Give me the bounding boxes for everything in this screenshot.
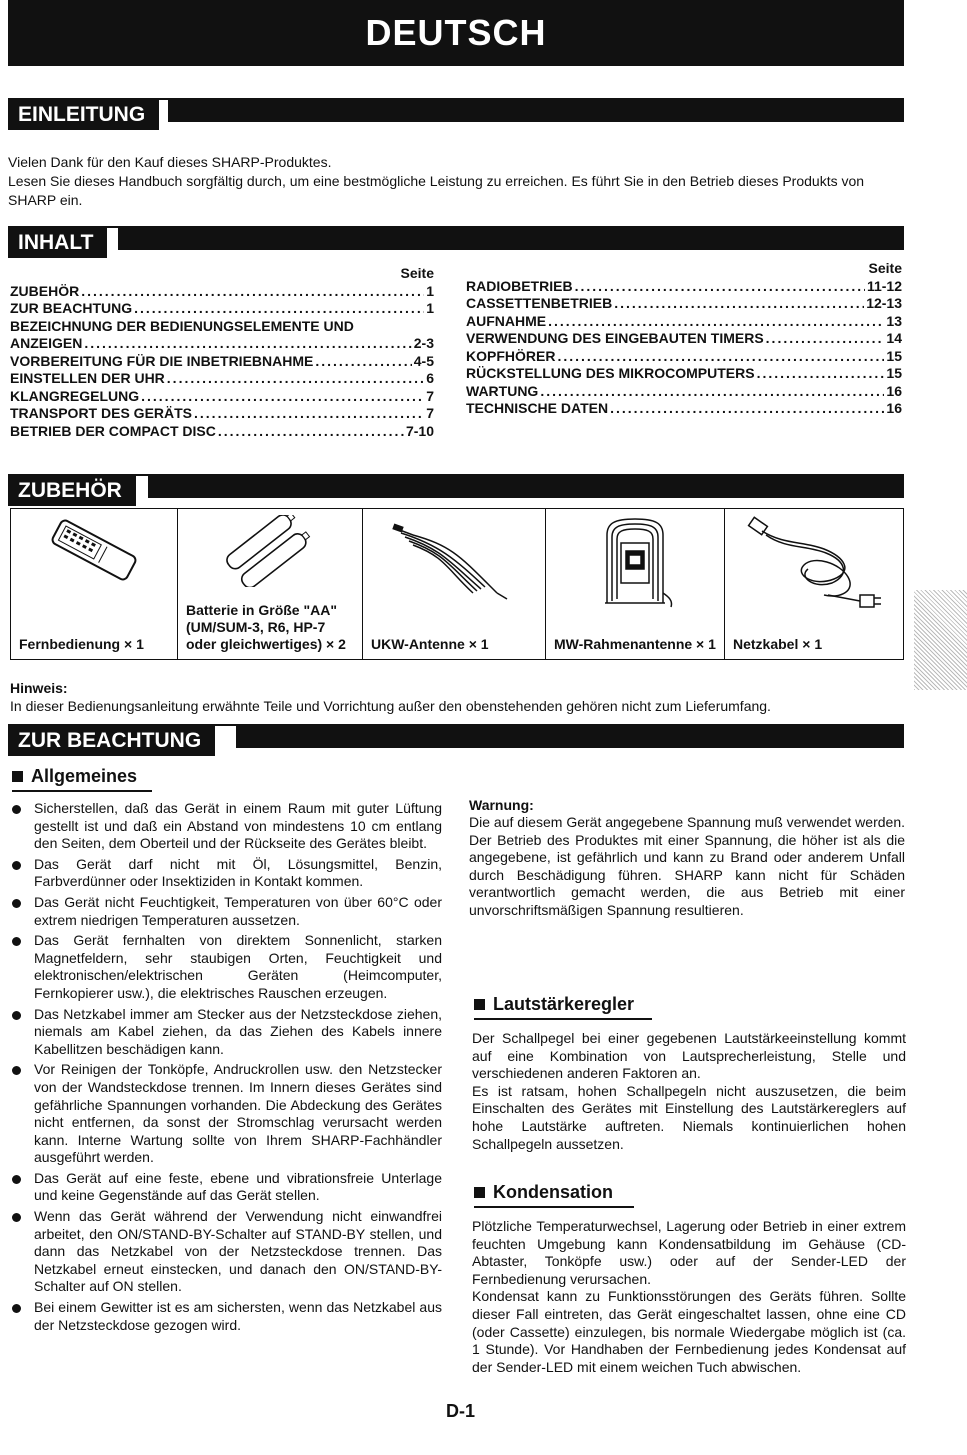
accessory-cell xyxy=(546,509,725,660)
toc-entry xyxy=(466,295,902,313)
toc-entry-title: RÜCKSTELLUNG DES MIKROCOMPUTERS xyxy=(466,365,755,381)
hinweis-label: Hinweis: xyxy=(10,680,68,696)
section-bar-inhalt xyxy=(8,226,904,256)
list-item: Das Gerät darf nicht mit Öl, Lösungsmittel, Benzin, Farbverdünner oder Insektiziden in Kontakt kommen. xyxy=(10,856,442,891)
toc-entry xyxy=(10,405,434,423)
toc-entry xyxy=(466,365,902,383)
batteries-icon xyxy=(215,515,325,587)
toc-entry-page: 15 xyxy=(886,365,902,381)
toc-entry-page: 4-5 xyxy=(413,352,434,369)
section-heading-inhalt: INHALT xyxy=(8,228,107,258)
toc-entry-page: 7 xyxy=(426,405,434,421)
am-loop-antenna-icon xyxy=(585,515,685,611)
list-item: Bei einem Gewitter ist es am sichersten, wenn das Netzkabel aus der Netzsteckdose gezogen wird. xyxy=(10,1299,442,1334)
toc-entry-title: ANZEIGEN xyxy=(10,335,83,351)
toc-entry-title: KOPFHÖRER xyxy=(466,347,556,364)
accessories-table xyxy=(10,508,904,660)
accessory-label: Batterie in Größe "AA" (UM/SUM-3, R6, HP-7 oder gleichwertiges) × 2 xyxy=(186,602,346,652)
page-edge-tab xyxy=(914,590,967,690)
intro-line-1: Vielen Dank für den Kauf dieses SHARP-Produktes. xyxy=(8,154,332,170)
list-item: Wenn das Gerät während der Verwendung nicht einwandfrei arbeitet, den ON/STAND-BY-Schalter auf STAND-BY stellen, und dann das Netzkabel von der Netzsteckdose trennen. Das Netzkabel erneut einstecken, und danach den ON/STAND-BY-Schalter auf ON stellen. xyxy=(10,1208,442,1296)
allgemeines-list xyxy=(10,800,442,1337)
toc-entry-title: VORBEREITUNG FÜR DIE INBETRIEBNAHME xyxy=(10,352,314,369)
toc-entry-page: 16 xyxy=(886,382,902,399)
subheading: Lautstärkeregler xyxy=(493,994,635,1014)
toc-entry-page: 2-3 xyxy=(413,335,434,351)
allgemeines-heading-block xyxy=(12,766,152,792)
toc-entry-page: 16 xyxy=(886,400,902,416)
list-item: Das Gerät fernhalten von direktem Sonnenlicht, starken Magnetfeldern, sehr staubigen Orten, Feuchtigkeit und elektronischen/elektrischen Geräten (Heimcomputer, Fernkopierer usw.), die elektrisches Rauschen erzeugen. xyxy=(10,932,442,1002)
accessory-label: Fernbedienung × 1 xyxy=(19,636,144,652)
toc-entry xyxy=(466,330,902,348)
toc-entry-page: 7 xyxy=(426,387,434,404)
toc-entry-title: CASSETTENBETRIEB xyxy=(466,295,613,311)
toc-left xyxy=(10,265,434,440)
square-bullet-icon xyxy=(474,999,485,1010)
toc-entry xyxy=(10,353,434,371)
toc-entry xyxy=(466,278,902,296)
toc-entry-title: BEZEICHNUNG DER BEDIENUNGSELEMENTE UND xyxy=(10,317,354,334)
list-item: Vor Reinigen der Tonköpfe, Andruckrollen usw. den Netzstecker von der Wandsteckdose trennen. Im Innern dieses Gerätes sind gefährliche Spannungen vorhanden. Die Abdeckung des Gerätes nicht entfernen, da sonst der Stromschlag verursacht werden kann. Interne Wartung sollte von Ihrem SHARP-Fachhändler ausgeführt werden. xyxy=(10,1061,442,1167)
toc-entry-title: WARTUNG xyxy=(466,382,539,399)
power-cord-icon xyxy=(744,515,884,615)
page-title: DEUTSCH xyxy=(8,0,904,66)
toc-entry-page: 11-12 xyxy=(866,277,902,294)
section-bar-zubehoer xyxy=(8,474,904,504)
subheading: Allgemeines xyxy=(31,766,138,786)
toc-entry xyxy=(466,400,902,418)
lautstaerke-text: Der Schallpegel bei einer gegebenen Lautstärkeeinstellung kommt auf eine Kombination von Lautsprecherleistung, Stelle und verschiedenen anderen Faktoren an. Es ist ratsam, hohen Schallpegeln nicht auszusetzen, die beim Einschalten des Gerätes mit Einstellung des Lautstärkereglers auf hohe Lautstärke auftreten. Niemals kontinuierlichen hohen Schallpegeln aussetzen. xyxy=(472,1030,906,1152)
intro-text xyxy=(8,153,908,210)
kondensation-text: Plötzliche Temperaturwechsel, Lagerung oder Betrieb in einer extrem feuchten Umgebung kann Kondensatbildung im Gehäuse (CD-Abtaster, Tonköpfe usw.) oder auf der Sender-LED der Fernbedienung verursachen. Kondensat kann zu Funktionsstörungen des Geräts führen. Sollte dieser Fall eintreten, das Gerät eingeschaltet lassen, ohne eine CD (oder Cassette) einzulegen, bis normale Wiedergabe möglich ist (ca. 1 Stunde). Vor Handhaben der Fernbedienung jedes Kondensat auf der Sender-LED mit einem weichen Tuch abwischen. xyxy=(472,1218,906,1375)
lautstaerke-heading-block xyxy=(474,994,652,1020)
toc-entry xyxy=(10,388,434,406)
warnung-label: Warnung: xyxy=(469,797,534,813)
subheading: Kondensation xyxy=(493,1182,613,1202)
toc-entry-title: TECHNISCHE DATEN xyxy=(466,400,609,416)
section-heading-zur-beachtung: ZUR BEACHTUNG xyxy=(8,726,215,756)
toc-entry-title: RADIOBETRIEB xyxy=(466,277,573,294)
toc-entry-page: 14 xyxy=(886,330,902,346)
accessory-label: UKW-Antenne × 1 xyxy=(371,636,489,652)
toc-entry xyxy=(10,318,434,336)
toc-entry-title: TRANSPORT DES GERÄTS xyxy=(10,405,193,421)
toc-entry-title: BETRIEB DER COMPACT DISC xyxy=(10,422,216,439)
toc-entry xyxy=(466,383,902,401)
list-item: Das Netzkabel immer am Stecker aus der Netzsteckdose ziehen, niemals am Kabel ziehen, da das Ziehen des Kabels innere Kabellitzen beschädigen kann. xyxy=(10,1006,442,1059)
toc-entry-page: 1 xyxy=(426,300,434,316)
section-bar-zur-beachtung xyxy=(8,724,904,754)
section-heading-zubehoer: ZUBEHÖR xyxy=(8,476,136,506)
toc-entry-title: ZUBEHÖR xyxy=(10,282,80,299)
accessory-cell xyxy=(178,509,363,660)
toc-entry xyxy=(10,370,434,388)
toc-entry-title: ZUR BEACHTUNG xyxy=(10,300,133,316)
toc-right xyxy=(466,260,902,418)
accessory-cell xyxy=(725,509,904,660)
warnung-block xyxy=(469,797,905,920)
toc-entry xyxy=(10,300,434,318)
accessory-label: Netzkabel × 1 xyxy=(733,636,823,652)
toc-entry-page: 7-10 xyxy=(405,422,434,439)
list-item: Das Gerät nicht Feuchtigkeit, Temperaturen von über 60°C oder extrem niedrigen Temperaturen aussetzen. xyxy=(10,894,442,929)
toc-entry xyxy=(10,423,434,441)
fm-antenna-icon xyxy=(389,515,519,605)
toc-seite-label: Seite xyxy=(400,265,434,281)
toc-entry xyxy=(466,313,902,331)
toc-seite-label: Seite xyxy=(868,260,902,276)
toc-entry xyxy=(466,348,902,366)
toc-entry-page: 12-13 xyxy=(866,295,902,311)
toc-entry xyxy=(10,283,434,301)
toc-entry xyxy=(10,335,434,353)
intro-line-2: Lesen Sie dieses Handbuch sorgfältig durch, um eine bestmögliche Leistung zu erreichen. Es führt Sie in den Betrieb dieses Produkts von SHARP ein. xyxy=(8,173,865,208)
list-item: Sicherstellen, daß das Gerät in einem Raum mit guter Lüftung gestellt ist und daß ein Abstand von mindestens 10 cm entlang den Seiten, dem Oberteil und der Rückseite des Gerätes bleibt. xyxy=(10,800,442,853)
accessory-label: MW-Rahmenantenne × 1 xyxy=(554,636,716,652)
toc-entry-page: 15 xyxy=(886,347,902,364)
hinweis-text: In dieser Bedienungsanleitung erwähnte Teile und Vorrichtung außer den obenstehenden gehören nicht zum Lieferumfang. xyxy=(10,698,771,714)
square-bullet-icon xyxy=(12,771,23,782)
toc-entry-title: AUFNAHME xyxy=(466,312,547,329)
toc-entry-title: KLANGREGELUNG xyxy=(10,387,140,404)
accessory-cell xyxy=(363,509,546,660)
list-item: Das Gerät auf eine feste, ebene und vibrationsfreie Unterlage und keine Gegenstände auf das Gerät stellen. xyxy=(10,1170,442,1205)
page-number: D-1 xyxy=(446,1401,476,1421)
section-bar-einleitung xyxy=(8,98,904,128)
toc-entry-title: EINSTELLEN DER UHR xyxy=(10,370,165,386)
toc-entry-page: 1 xyxy=(426,282,434,299)
accessory-cell xyxy=(11,509,178,660)
kondensation-heading-block xyxy=(474,1182,634,1208)
section-heading-einleitung: EINLEITUNG xyxy=(8,100,159,130)
hinweis-block xyxy=(10,679,910,715)
toc-entry-page: 13 xyxy=(886,312,902,329)
warnung-text: Die auf diesem Gerät angegebene Spannung muß verwendet werden. Der Betrieb des Produktes mit einer Spannung, die höher ist als die angegebene, ist gefährlich und kann zu Brand oder anderem Unfall durch Beschädigung führen. SHARP kann nicht für Schäden verantwortlich gemacht werden, die aus Betrieb mit einer unvorschriftsmäßigen Spannung resultieren. xyxy=(469,814,905,918)
square-bullet-icon xyxy=(474,1187,485,1198)
toc-entry-page: 6 xyxy=(426,370,434,386)
toc-entry-title: VERWENDUNG DES EINGEBAUTEN TIMERS xyxy=(466,330,764,346)
remote-control-icon xyxy=(34,515,154,585)
